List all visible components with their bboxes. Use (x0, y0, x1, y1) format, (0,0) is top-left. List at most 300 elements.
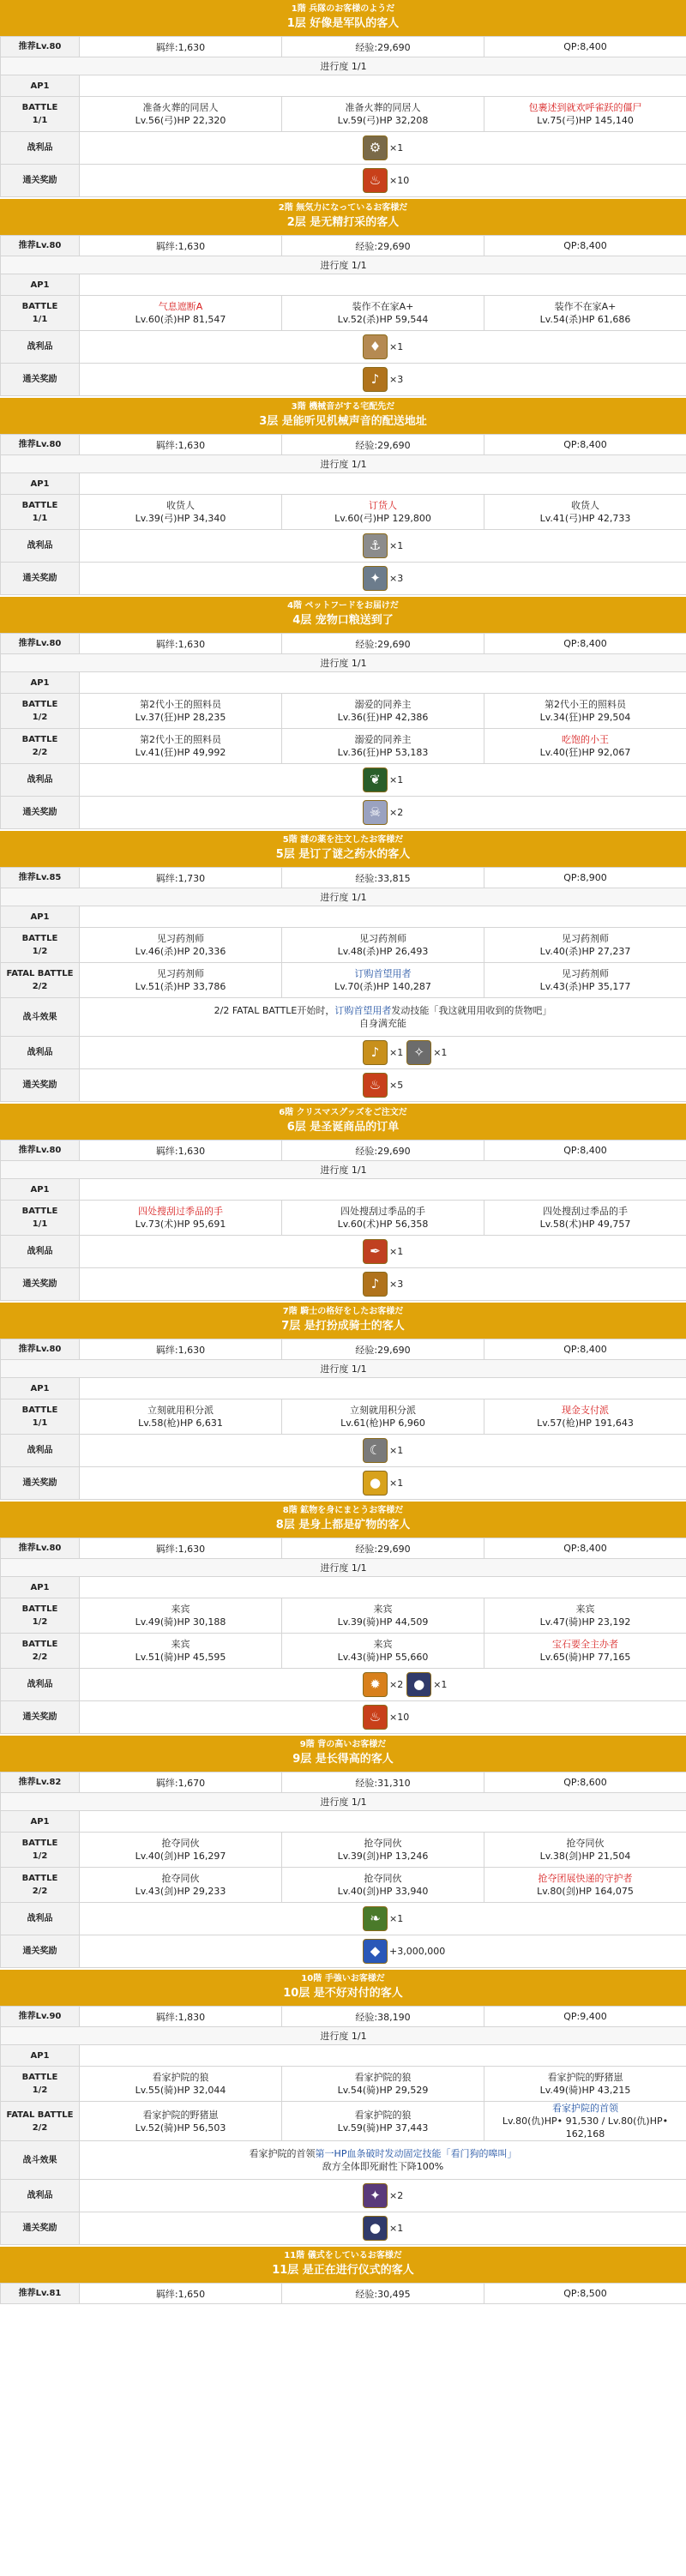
battle-wave: 1/1 (32, 116, 48, 125)
effect-line (81, 2147, 684, 2160)
progress-row (1, 2027, 686, 2045)
effect-part: 2/2 FATAL BATTLE开始时， (214, 1005, 335, 1016)
clear-reward-row (1, 1467, 686, 1500)
rec-level-value: Lv.80 (35, 241, 62, 250)
enemy-name[interactable]: 溺爱的同养主 (354, 699, 412, 710)
progress-text: 进行度 1/1 (1, 888, 686, 906)
ap-cost: AP1 (1, 274, 80, 296)
floor-table (0, 1772, 686, 1968)
reward-item[interactable] (363, 367, 403, 392)
wing-icon: ✦ (363, 2183, 388, 2208)
effect-label: 战斗效果 (1, 998, 80, 1037)
progress-row (1, 1360, 686, 1378)
reward-item[interactable] (363, 1471, 403, 1496)
recommended-level (1, 236, 80, 256)
floor-info-row (1, 435, 686, 455)
enemy-cell (282, 694, 484, 729)
reward-item[interactable] (363, 2216, 403, 2241)
reward-item[interactable] (363, 1239, 403, 1264)
enemy-name[interactable]: 抢夺团展快递的守护者 (538, 1873, 633, 1884)
enemy-name[interactable]: 装作不在家A+ (352, 301, 414, 312)
ap-empty (80, 2045, 686, 2067)
bond-reward: 羁绊:1,630 (80, 1538, 282, 1559)
reward-item[interactable] (363, 334, 403, 359)
qp-reward: QP:8,400 (484, 634, 686, 654)
floor-title-cn: 9层 是长得高的客人 (292, 1753, 394, 1766)
enemy-cell (282, 963, 484, 998)
battle-type: BATTLE (21, 1207, 58, 1216)
enemy-stats: Lv.43(杀)HP 35,177 (539, 981, 631, 992)
reward-item[interactable] (363, 2183, 403, 2208)
floor-title-cn: 2层 是无精打采的客人 (286, 216, 400, 229)
enemy-name[interactable]: 装作不在家A+ (554, 301, 617, 312)
leaf-icon: ❧ (363, 1906, 388, 1931)
recommended-level (1, 1773, 80, 1793)
lamp-icon: ✧ (406, 1040, 431, 1065)
enemy-cell (80, 1201, 282, 1236)
enemy-name[interactable]: 宝石要全主办者 (552, 1639, 618, 1650)
progress-text: 进行度 1/1 (1, 1161, 686, 1179)
ap-empty (80, 1378, 686, 1399)
rec-level-value: Lv.90 (35, 2012, 62, 2021)
clear-reward-row (1, 563, 686, 595)
effect-enemy-link[interactable]: 订购首望用者 (334, 1005, 392, 1016)
effect-enemy-link[interactable]: 第一HP血条破时发动固定技能「看门狗的嗥叫」 (315, 2148, 517, 2159)
drops-label: 战利品 (1, 1903, 80, 1935)
floor-title-cn: 8层 是身上都是矿物的客人 (275, 1519, 411, 1532)
battle-row (1, 97, 686, 132)
enemy-stats: Lv.56(弓)HP 22,320 (135, 115, 226, 126)
effect-text (80, 998, 686, 1037)
battle-drops-row (1, 2180, 686, 2212)
enemy-name[interactable]: 立刻就用积分派 (147, 1405, 214, 1416)
battle-effect-row (1, 2141, 686, 2180)
item-quantity: ×1 (389, 1913, 404, 1924)
enemy-name[interactable]: 来宾 (575, 1604, 595, 1615)
enemy-cell (484, 1598, 686, 1634)
enemy-name[interactable]: 看家护院的狼 (152, 2072, 209, 2083)
ap-row (1, 75, 686, 97)
battle-wave: 2/2 (32, 982, 48, 991)
floor-title-jp: 6階 クリスマスグッズをご注文だ (279, 1108, 407, 1117)
enemy-stats: Lv.36(狂)HP 53,183 (337, 747, 429, 758)
rec-level-value: Lv.80 (35, 42, 62, 51)
qp-reward: QP:8,500 (484, 2284, 686, 2304)
enemy-name[interactable]: 见习药剂师 (359, 933, 406, 944)
item-quantity: ×1 (389, 1246, 404, 1257)
rec-label: 推荐 (18, 639, 36, 648)
enemy-name[interactable]: 第2代小王的照料员 (545, 699, 626, 710)
enemy-name[interactable]: 见习药剂师 (157, 933, 204, 944)
battle-label (1, 729, 80, 764)
battle-type: BATTLE (21, 934, 58, 943)
rec-level-value: Lv.80 (35, 1544, 62, 1553)
rec-level-value: Lv.80 (35, 1146, 62, 1155)
floor-table (0, 1339, 686, 1500)
floor-header (0, 199, 686, 235)
enemy-cell (484, 729, 686, 764)
exp-reward: 经验:33,815 (282, 868, 484, 888)
enemy-name[interactable]: 见习药剂师 (562, 968, 609, 979)
recommended-level (1, 868, 80, 888)
floor-title-cn: 1层 好像是军队的客人 (286, 17, 400, 30)
item-quantity: ×1 (389, 540, 404, 551)
enemy-name[interactable]: 第2代小王的照料员 (140, 734, 221, 745)
floor-title-jp: 9階 背の高いお客様だ (299, 1740, 387, 1749)
clear-label: 通关奖励 (1, 364, 80, 396)
enemy-cell (282, 495, 484, 530)
enemy-name[interactable]: 抢夺同伙 (161, 1838, 200, 1849)
ap-empty (80, 906, 686, 928)
enemy-name[interactable]: 现金支付派 (562, 1405, 609, 1416)
progress-text: 进行度 1/1 (1, 654, 686, 672)
battle-row (1, 296, 686, 331)
enemy-stats: Lv.54(杀)HP 61,686 (539, 314, 631, 325)
ap-empty (80, 1577, 686, 1598)
enemy-cell (80, 928, 282, 963)
enemy-name[interactable]: 吃饱的小王 (562, 734, 609, 745)
progress-text: 进行度 1/1 (1, 1559, 686, 1577)
exp-reward: 经验:29,690 (282, 1538, 484, 1559)
item-quantity: ×2 (389, 807, 404, 818)
enemy-cell (282, 1399, 484, 1435)
rec-level-value: Lv.80 (35, 440, 62, 449)
reward-item[interactable] (363, 566, 403, 591)
floor-header (0, 398, 686, 434)
battle-type: BATTLE (21, 302, 58, 311)
progress-text: 进行度 1/1 (1, 1793, 686, 1811)
floor-section (0, 1970, 686, 2247)
effect-part: 看家护院的首领 (249, 2148, 316, 2159)
effect-part: 发动技能「我这就用用收到的货物吧」 (391, 1005, 552, 1016)
battle-type: BATTLE (21, 700, 58, 709)
enemy-name[interactable]: 抢夺同伙 (161, 1873, 200, 1884)
drops-label: 战利品 (1, 132, 80, 165)
drops-items (80, 331, 686, 364)
battle-row (1, 1201, 686, 1236)
progress-row (1, 888, 686, 906)
enemy-name[interactable]: 见习药剂师 (157, 968, 204, 979)
enemy-cell (80, 1833, 282, 1868)
enemy-stats: Lv.34(狂)HP 29,504 (539, 712, 631, 723)
battle-label (1, 1868, 80, 1903)
floor-title-jp: 1階 兵隊のお客様のようだ (291, 4, 395, 14)
enemy-name[interactable]: 四处搜刮过季品的手 (543, 1206, 628, 1217)
enemy-stats: Lv.59(弓)HP 32,208 (337, 115, 429, 126)
bell-gold-icon: ♪ (363, 1040, 388, 1065)
ap-cost: AP1 (1, 1811, 80, 1833)
enemy-stats: Lv.73(术)HP 95,691 (135, 1219, 226, 1230)
item-quantity: ×10 (389, 175, 410, 186)
clear-label: 通关奖励 (1, 1268, 80, 1301)
clear-items (80, 1069, 686, 1102)
qp-icon: ◆ (363, 1939, 388, 1964)
reward-item[interactable] (363, 1272, 403, 1297)
floor-title-jp: 5階 謎の薬を注文したお客様だ (282, 835, 404, 845)
ap-row (1, 1378, 686, 1399)
enemy-stats: Lv.49(骑)HP 30,188 (135, 1616, 226, 1628)
reward-item[interactable] (363, 1939, 445, 1964)
floor-table (0, 633, 686, 829)
battle-wave: 1/1 (32, 1219, 48, 1229)
floor-header (0, 1502, 686, 1538)
gem-icon: ✹ (363, 1672, 388, 1697)
reward-item[interactable] (363, 767, 403, 792)
battle-row (1, 928, 686, 963)
enemy-name[interactable]: 看家护院的狼 (354, 2109, 412, 2121)
enemy-name[interactable]: 来宾 (373, 1604, 393, 1615)
enemy-name[interactable]: 第2代小王的照料员 (140, 699, 221, 710)
battle-wave: 2/2 (32, 748, 48, 757)
progress-row (1, 1559, 686, 1577)
fire-icon: ♨ (363, 168, 388, 193)
reward-item[interactable] (363, 533, 403, 558)
progress-row (1, 256, 686, 274)
battle-wave: 1/1 (32, 1418, 48, 1428)
floor-section (0, 2247, 686, 2306)
enemy-name[interactable]: 抢夺同伙 (566, 1838, 605, 1849)
enemy-stats: Lv.46(杀)HP 20,336 (135, 946, 226, 957)
enemy-name[interactable]: 订货人 (369, 500, 397, 511)
item-quantity: ×3 (389, 374, 404, 385)
enemy-name[interactable]: 看家护院的野猪崽 (142, 2109, 219, 2121)
clear-reward-row (1, 1268, 686, 1301)
enemy-name[interactable]: 来宾 (373, 1639, 393, 1650)
floor-table (0, 2283, 686, 2304)
drops-label: 战利品 (1, 764, 80, 797)
qp-reward: QP:8,600 (484, 1773, 686, 1793)
battle-row (1, 1868, 686, 1903)
progress-text: 进行度 1/1 (1, 455, 686, 473)
floor-header (0, 2247, 686, 2283)
qp-reward: QP:9,400 (484, 2007, 686, 2027)
enemy-name[interactable]: 抢夺同伙 (364, 1873, 402, 1884)
reward-item[interactable] (363, 1672, 403, 1697)
enemy-cell (484, 97, 686, 132)
floor-section (0, 1303, 686, 1502)
floor-table (0, 2006, 686, 2245)
reward-item[interactable] (406, 1040, 447, 1065)
rec-level-value: Lv.81 (35, 2289, 62, 2298)
enemy-stats: Lv.41(弓)HP 42,733 (539, 513, 631, 524)
reward-item[interactable] (363, 168, 409, 193)
bell-icon: ♪ (363, 1272, 388, 1297)
enemy-cell (282, 1598, 484, 1634)
rec-level-value: Lv.82 (35, 1778, 62, 1787)
battle-type: BATTLE (21, 1405, 58, 1415)
item-quantity: ×1 (389, 1047, 404, 1058)
floor-table (0, 36, 686, 197)
bell-icon: ♪ (363, 367, 388, 392)
enemy-name[interactable]: 气息遮断A (158, 301, 203, 312)
exp-reward: 经验:38,190 (282, 2007, 484, 2027)
reward-item[interactable] (363, 1438, 403, 1463)
ap-row (1, 274, 686, 296)
enemy-cell (484, 296, 686, 331)
enemy-name[interactable]: 收货人 (571, 500, 599, 511)
drops-items (80, 2180, 686, 2212)
enemy-stats: Lv.40(狂)HP 92,067 (539, 747, 631, 758)
exp-reward: 经验:29,690 (282, 1141, 484, 1161)
enemy-name[interactable]: 来宾 (171, 1604, 190, 1615)
orb-icon: ● (406, 1672, 431, 1697)
enemy-name[interactable]: 订购首望用者 (354, 968, 412, 979)
battle-type: FATAL BATTLE (6, 969, 74, 978)
floor-title-cn: 11层 是正在进行仪式的客人 (272, 2264, 414, 2277)
battle-row (1, 729, 686, 764)
enemy-stats: Lv.55(骑)HP 32,044 (135, 2085, 226, 2096)
drops-items (80, 1903, 686, 1935)
battle-wave: 1/2 (32, 713, 48, 722)
enemy-cell (484, 1868, 686, 1903)
drops-items (80, 764, 686, 797)
nail-icon: ♦ (363, 334, 388, 359)
enemy-name[interactable]: 收货人 (166, 500, 195, 511)
floor-title-jp: 4階 ペットフードをお届けだ (287, 601, 399, 611)
enemy-stats: Lv.60(术)HP 56,358 (337, 1219, 429, 1230)
ap-cost: AP1 (1, 906, 80, 928)
progress-text: 进行度 1/1 (1, 256, 686, 274)
enemy-cell (282, 1634, 484, 1669)
enemy-name[interactable]: 四处搜刮过季品的手 (340, 1206, 425, 1217)
battle-row (1, 1598, 686, 1634)
battle-wave: 2/2 (32, 2122, 48, 2133)
enemy-name[interactable]: 看家护院的狼 (354, 2072, 412, 2083)
egg-icon: ● (363, 1471, 388, 1496)
enemy-cell (484, 928, 686, 963)
ap-empty (80, 274, 686, 296)
battle-drops-row (1, 1037, 686, 1069)
enemy-name[interactable]: 准备火葬的同居人 (142, 102, 219, 113)
ap-row (1, 1811, 686, 1833)
enemy-name[interactable]: 四处搜刮过季品的手 (138, 1206, 223, 1217)
ap-row (1, 1179, 686, 1201)
battle-wave: 1/2 (32, 2085, 48, 2095)
enemy-cell (282, 97, 484, 132)
enemy-stats: Lv.37(狂)HP 28,235 (135, 712, 226, 723)
floor-title-cn: 7层 是打扮成骑士的客人 (281, 1320, 405, 1333)
battle-drops-row (1, 1669, 686, 1701)
progress-text: 进行度 1/1 (1, 57, 686, 75)
reward-item[interactable] (363, 1040, 403, 1065)
enemy-stats: Lv.70(杀)HP 140,287 (334, 981, 431, 992)
effect-line (81, 1004, 684, 1017)
bond-reward: 羁绊:1,650 (80, 2284, 282, 2304)
reward-item[interactable] (363, 800, 403, 825)
clear-reward-row (1, 364, 686, 396)
battle-effect-row (1, 998, 686, 1037)
chain-icon: ⚓ (363, 533, 388, 558)
enemy-stats: Lv.60(弓)HP 129,800 (334, 513, 431, 524)
battle-label (1, 1634, 80, 1669)
enemy-cell (80, 2102, 282, 2141)
enemy-name[interactable]: 包裹述到就欢呼雀跃的僵尸 (528, 102, 642, 113)
clear-reward-row (1, 1701, 686, 1734)
enemy-name[interactable]: 看家护院的首领 (552, 2103, 618, 2114)
enemy-cell (282, 729, 484, 764)
floor-info-row (1, 1538, 686, 1559)
enemy-stats: Lv.52(杀)HP 59,544 (337, 314, 429, 325)
bond-reward: 羁绊:1,630 (80, 435, 282, 455)
reward-item[interactable] (363, 1906, 403, 1931)
drops-items (80, 1037, 686, 1069)
item-quantity: ×1 (433, 1679, 448, 1690)
item-quantity: ×3 (389, 1279, 404, 1290)
floor-title-jp: 11階 儀式をしているお客様だ (284, 2251, 402, 2260)
clear-items (80, 2212, 686, 2245)
enemy-name[interactable]: 来宾 (171, 1639, 190, 1650)
enemy-stats: Lv.39(骑)HP 44,509 (337, 1616, 429, 1628)
reward-item[interactable] (363, 1705, 409, 1730)
enemy-name[interactable]: 看家护院的野猪崽 (547, 2072, 623, 2083)
clear-reward-row (1, 1069, 686, 1102)
effect-line: 敌方全体即死耐性下降100% (322, 2161, 444, 2172)
floor-info-row (1, 1339, 686, 1360)
effect-label: 战斗效果 (1, 2141, 80, 2180)
battle-row (1, 694, 686, 729)
drops-label: 战利品 (1, 2180, 80, 2212)
enemy-cell (80, 1634, 282, 1669)
battle-wave: 1/2 (32, 947, 48, 956)
enemy-stats: Lv.41(狂)HP 49,992 (135, 747, 226, 758)
enemy-cell (282, 296, 484, 331)
clear-items (80, 563, 686, 595)
enemy-name[interactable]: 立刻就用积分派 (350, 1405, 416, 1416)
item-quantity: ×10 (389, 1712, 410, 1723)
floor-header (0, 831, 686, 867)
rec-label: 推荐 (18, 1544, 36, 1553)
item-quantity: ×3 (389, 573, 404, 584)
enemy-cell (484, 2102, 686, 2141)
ap-empty (80, 672, 686, 694)
enemy-cell (484, 1833, 686, 1868)
enemy-name[interactable]: 准备火葬的同居人 (345, 102, 421, 113)
effect-text (80, 2141, 686, 2180)
rec-label: 推荐 (18, 2289, 36, 2298)
clear-items (80, 1467, 686, 1500)
enemy-name[interactable]: 见习药剂师 (562, 933, 609, 944)
battle-type: BATTLE (21, 735, 58, 744)
clear-label: 通关奖励 (1, 165, 80, 197)
reward-item[interactable] (363, 135, 403, 160)
progress-row (1, 1793, 686, 1811)
exp-reward: 经验:30,495 (282, 2284, 484, 2304)
battle-label (1, 2102, 80, 2141)
enemy-stats: Lv.75(弓)HP 145,140 (537, 115, 634, 126)
floor-section (0, 597, 686, 831)
ap-empty (80, 1811, 686, 1833)
rec-label: 推荐 (18, 1345, 36, 1354)
reward-item[interactable] (363, 1073, 403, 1098)
ap-cost: AP1 (1, 75, 80, 97)
reward-item[interactable] (406, 1672, 447, 1697)
recommended-level (1, 1339, 80, 1360)
floor-info-row (1, 37, 686, 57)
enemy-stats: Lv.59(骑)HP 37,443 (337, 2122, 429, 2134)
exp-reward: 经验:29,690 (282, 1339, 484, 1360)
battle-wave: 1/1 (32, 514, 48, 523)
bond-reward: 羁绊:1,630 (80, 236, 282, 256)
enemy-stats: Lv.80(仇)HP• 91,530 / Lv.80(仇)HP• 162,168 (502, 2116, 669, 2140)
enemy-cell (80, 694, 282, 729)
enemy-name[interactable]: 抢夺同伙 (364, 1838, 402, 1849)
enemy-stats: Lv.52(骑)HP 56,503 (135, 2122, 226, 2134)
enemy-cell (282, 1868, 484, 1903)
enemy-name[interactable]: 溺爱的同养主 (354, 734, 412, 745)
exp-reward: 经验:29,690 (282, 435, 484, 455)
qp-reward: QP:8,400 (484, 236, 686, 256)
enemy-stats: Lv.58(枪)HP 6,631 (138, 1417, 223, 1429)
